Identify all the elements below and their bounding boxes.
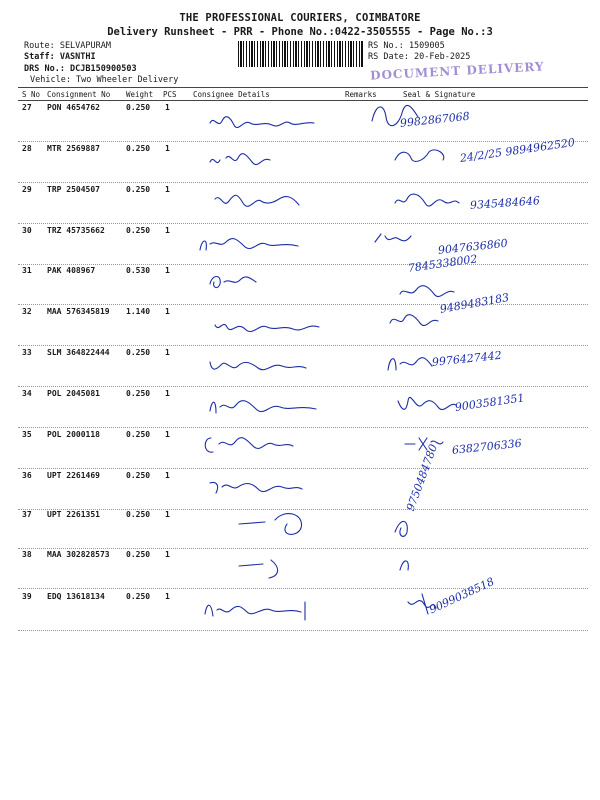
row-weight: 1.140 (126, 307, 151, 316)
receiver-phone: 24/2/25 9894962520 (459, 135, 576, 165)
row-divider (18, 630, 588, 631)
row-weight: 0.250 (126, 510, 151, 519)
row-pcs: 1 (165, 103, 170, 112)
route: Route: SELVAPURAM (24, 41, 111, 51)
row-consignment-no: MTR 2569887 (47, 144, 100, 153)
row-sno: 31 (22, 266, 32, 275)
receiver-signature (390, 313, 460, 343)
receiver-phone: 9489483183 (438, 290, 511, 316)
row-consignment-no: POL 2000118 (47, 430, 100, 439)
row-pcs: 1 (165, 471, 170, 480)
delivery-stamp: DOCUMENT DELIVERY (369, 59, 545, 83)
receiver-phone: 7845338002 (407, 252, 479, 275)
row-weight: 0.250 (126, 471, 151, 480)
col-sno: S No (22, 90, 41, 99)
row-consignment-no: EDQ 13618134 (47, 592, 105, 601)
row-weight: 0.250 (126, 144, 151, 153)
row-consignment-no: UPT 2261469 (47, 471, 100, 480)
vehicle: Vehicle: Two Wheeler Delivery (30, 75, 179, 85)
col-seal-signature: Seal & Signature (403, 90, 476, 99)
table-row (0, 428, 600, 468)
receiver-phone: 9982867068 (399, 109, 471, 130)
row-sno: 39 (22, 592, 32, 601)
row-consignment-no: TRP 2504507 (47, 185, 100, 194)
row-consignment-no: PON 4654762 (47, 103, 100, 112)
consignee-handwriting (235, 514, 355, 544)
row-consignment-no: MAA 576345819 (47, 307, 110, 316)
row-sno: 30 (22, 226, 32, 235)
row-sno: 34 (22, 389, 32, 398)
consignee-handwriting (205, 602, 325, 632)
receiver-signature (395, 516, 465, 546)
row-weight: 0.250 (126, 226, 151, 235)
row-sno: 32 (22, 307, 32, 316)
consignee-handwriting (210, 399, 330, 429)
consignee-handwriting (210, 479, 330, 509)
col-pcs: PCS (163, 90, 177, 99)
table-row (0, 387, 600, 427)
row-sno: 35 (22, 430, 32, 439)
rs-number: RS No.: 1509005 (368, 41, 445, 51)
barcode (238, 41, 363, 67)
row-sno: 36 (22, 471, 32, 480)
receiver-phone: 6382706336 (451, 436, 523, 457)
row-pcs: 1 (165, 348, 170, 357)
header-top-rule (18, 87, 588, 88)
row-sno: 38 (22, 550, 32, 559)
row-consignment-no: MAA 302828573 (47, 550, 110, 559)
consignee-handwriting (210, 152, 330, 182)
row-sno: 33 (22, 348, 32, 357)
table-row (0, 346, 600, 386)
runsheet-subtitle: Delivery Runsheet - PRR - Phone No.:0422-3505555 - Page No.:3 (107, 26, 493, 38)
company-name: THE PROFESSIONAL COURIERS, COIMBATORE (179, 12, 421, 24)
row-pcs: 1 (165, 307, 170, 316)
row-weight: 0.250 (126, 348, 151, 357)
drs-number: DRS No.: DCJB150900503 (24, 64, 137, 74)
row-pcs: 1 (165, 226, 170, 235)
consignee-handwriting (210, 358, 330, 388)
row-consignment-no: TRZ 45735662 (47, 226, 105, 235)
table-row (0, 548, 600, 588)
row-weight: 0.250 (126, 185, 151, 194)
row-pcs: 1 (165, 185, 170, 194)
table-row (0, 183, 600, 223)
table-row (0, 135, 600, 182)
row-weight: 0.250 (126, 592, 151, 601)
row-pcs: 1 (165, 144, 170, 153)
receiver-phone: 9345484646 (469, 194, 541, 212)
row-weight: 0.250 (126, 550, 151, 559)
table-row (0, 101, 600, 141)
row-pcs: 1 (165, 266, 170, 275)
table-row (0, 575, 600, 630)
row-pcs: 1 (165, 592, 170, 601)
col-weight: Weight (126, 90, 154, 99)
row-divider (18, 588, 588, 589)
col-remarks: Remarks (345, 90, 377, 99)
row-pcs: 1 (165, 550, 170, 559)
receiver-phone: 9047636860 (437, 236, 509, 257)
row-consignment-no: SLM 364822444 (47, 348, 110, 357)
row-sno: 28 (22, 144, 32, 153)
table-row (0, 469, 600, 509)
receiver-signature (400, 556, 470, 586)
table-row (0, 224, 600, 264)
row-sno: 29 (22, 185, 32, 194)
receiver-phone: 9750484780 (403, 442, 441, 513)
row-weight: 0.250 (126, 430, 151, 439)
staff: Staff: VASNTHI (24, 52, 96, 62)
consignee-handwriting (235, 558, 355, 588)
row-weight: 0.250 (126, 103, 151, 112)
row-consignment-no: UPT 2261351 (47, 510, 100, 519)
receiver-phone: 9976427442 (431, 348, 503, 369)
row-pcs: 1 (165, 389, 170, 398)
row-sno: 37 (22, 510, 32, 519)
col-consignee: Consignee Details (193, 90, 270, 99)
table-row (0, 290, 600, 345)
receiver-phone: 9099038518 (427, 575, 497, 617)
table-row (0, 252, 600, 304)
row-weight: 0.250 (126, 389, 151, 398)
consignee-handwriting (210, 274, 330, 304)
row-consignment-no: POL 2045081 (47, 389, 100, 398)
consignee-handwriting (200, 236, 320, 266)
row-consignment-no: PAK 408967 (47, 266, 96, 275)
row-sno: 27 (22, 103, 32, 112)
row-pcs: 1 (165, 430, 170, 439)
consignee-handwriting (215, 193, 335, 223)
rs-date: RS Date: 20-Feb-2025 (368, 52, 471, 62)
receiver-signature (395, 193, 465, 223)
row-weight: 0.530 (126, 266, 151, 275)
col-consignment: Consignment No (47, 90, 111, 99)
consignee-handwriting (205, 436, 325, 466)
receiver-signature (395, 148, 465, 178)
receiver-phone: 9003581351 (454, 391, 526, 414)
row-pcs: 1 (165, 510, 170, 519)
